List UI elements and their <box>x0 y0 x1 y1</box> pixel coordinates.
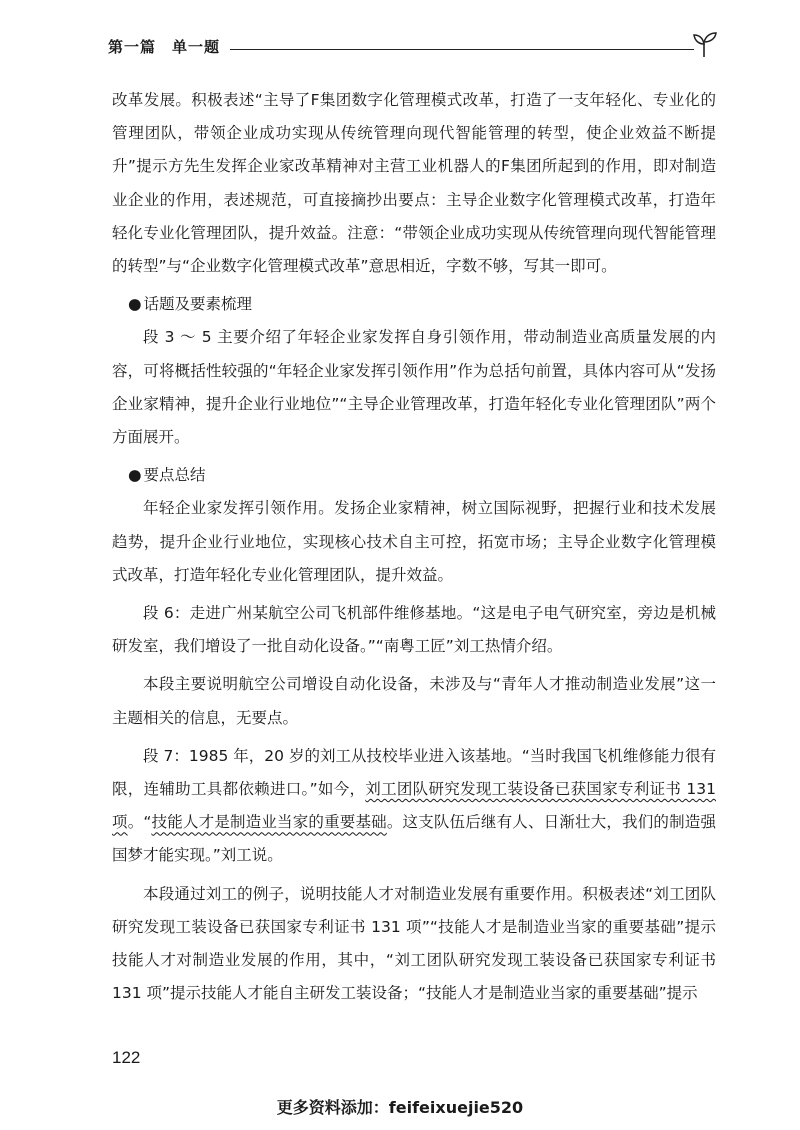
footer-note: 更多资料添加：feifeixuejie520 <box>276 1098 524 1117</box>
paragraph-segment-6: 段 6：走进广州某航空公司飞机部件维修基地。“这是电子电气研究室，旁边是机械研发室，我们增设了一批自动化设备。”“南粤工匠”刘工热情介绍。 <box>112 604 716 656</box>
paragraph-segment-7-analysis: 本段通过刘工的例子，说明技能人才对制造业发展有重要作用。积极表述“刘工团队研究发现工装设备已获国家专利证书 131 项”“技能人才是制造业当家的重要基础”提示技能人才对制造业发展的作用，其中，“刘工团队研究发现工装设备已获国家专利证书 131 项”提示技能人才能自主研发工装设备；“技能人才是制造业当家的重要基础”提示 <box>112 884 716 1003</box>
paragraph-reform: 改革发展。积极表述“主导了F集团数字化管理模式改革，打造了一支年轻化、专业化的管理团队，带领企业成功实现从传统管理向现代智能管理的转型，使企业效益不断提升”提示方先生发挥企业家改革精神对主营工业机器人的F集团所起到的作用，即对制造业企业的作用，表述规范，可直接摘抄出要点：主导企业数字化管理模式改革，打造年轻化专业化管理团队，提升效益。注意：“带领企业成功实现从传统管理向现代智能管理的转型”与“企业数字化管理模式改革”意思相近，字数不够，写其一即可。 <box>112 91 716 276</box>
heading-topic-elements: ● 话题及要素梳理 <box>112 288 716 321</box>
paragraph-summary: 年轻企业家发挥引领作用。发扬企业家精神，树立国际视野，把握行业和技术发展趋势，提升企业行业地位，实现核心技术自主可控，拓宽市场；主导企业数字化管理模式改革，打造年轻化专业化管理团队，提升效益。 <box>112 499 716 584</box>
segment-7-text-b: 。“ <box>127 813 152 832</box>
page-body <box>112 84 716 1010</box>
paragraph-segment-6-analysis: 本段主要说明航空公司增设自动化设备，未涉及与“青年人才推动制造业发展”这一主题相关的信息，无要点。 <box>112 675 716 727</box>
sprout-icon <box>690 30 718 58</box>
heading-key-points: ● 要点总结 <box>112 459 716 492</box>
page-number: 122 <box>112 1048 141 1067</box>
paragraph-segments-3-5: 段 3 ～ 5 主要介绍了年轻企业家发挥自身引领作用，带动制造业高质量发展的内容，可将概括性较强的“年轻企业家发挥引领作用”作为总括句前置，具体内容可从“发扬企业家精神，提升企业行业地位”“主导企业管理改革，打造年轻化专业化管理团队”两个方面展开。 <box>112 328 716 447</box>
header-rule <box>230 49 694 50</box>
running-header <box>108 30 718 60</box>
header-title: 第一篇 单一题 <box>108 38 221 56</box>
underlined-patent-sentence: 刘工团队研究发现工装设备已获国家专利证书 131 项 <box>112 780 717 832</box>
paragraph-segment-7 <box>112 740 716 873</box>
segment-7-text-a: 段 7：1985 年，20 岁的刘工从技校毕业进入该基地。“当时我国飞机维修能力很有限，连辅助工具都依赖进口。”如今， <box>112 746 716 799</box>
segment-7-text-c: 。这支队伍后继有人、日渐壮大，我们的制造强国梦才能实现。”刘工说。 <box>112 813 716 865</box>
underlined-skill-sentence: 技能人才是制造业当家的重要基础 <box>151 813 387 832</box>
